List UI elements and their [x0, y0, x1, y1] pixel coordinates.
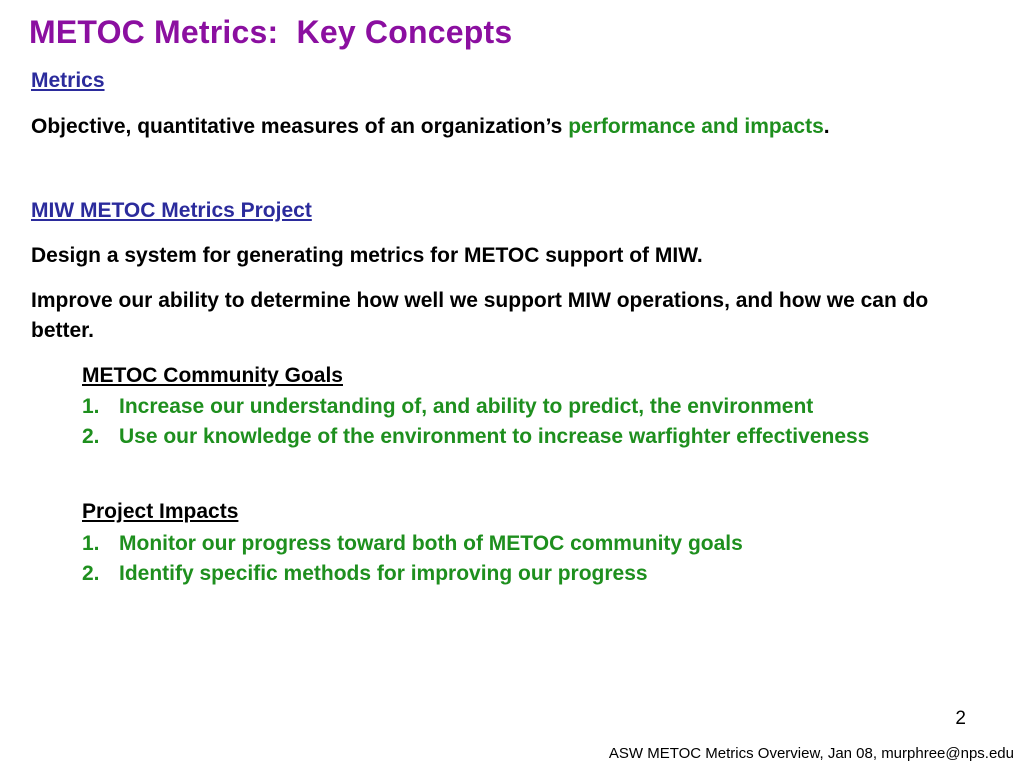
- list-item-text: Monitor our progress toward both of METOC community goals: [119, 532, 743, 555]
- project-line-1: Design a system for generating metrics for METOC support of MIW.: [31, 244, 703, 267]
- list-item-text: Identify specific methods for improving our progress: [119, 562, 648, 585]
- list-item: [82, 559, 982, 589]
- list-item-number: 1.: [82, 532, 100, 555]
- metrics-heading: Metrics: [31, 69, 105, 92]
- list-item-number: 1.: [82, 395, 100, 418]
- metrics-definition-text: Objective, quantitative measures of an organization’s: [31, 115, 569, 138]
- metrics-definition: [31, 112, 991, 142]
- slide-title: METOC Metrics: Key Concepts: [29, 14, 513, 50]
- list-item-text: Increase our understanding of, and ability to predict, the environment: [119, 395, 814, 418]
- project-impacts-list: [82, 529, 982, 589]
- list-item-number: 2.: [82, 562, 100, 585]
- project-line-2: Improve our ability to determine how well we support MIW operations, and how we can do better.: [31, 289, 929, 342]
- list-item-text: Use our knowledge of the environment to increase warfighter effectiveness: [119, 425, 870, 448]
- list-item-number: 2.: [82, 425, 100, 448]
- project-impacts-heading: Project Impacts: [82, 500, 239, 523]
- list-item: [82, 422, 982, 452]
- community-goals-list: [82, 392, 982, 452]
- community-goals-heading: METOC Community Goals: [82, 364, 343, 387]
- metrics-definition-highlight: performance and impacts: [568, 115, 824, 138]
- footer-text: ASW METOC Metrics Overview, Jan 08, murphree@nps.edu: [608, 745, 1014, 762]
- list-item: [82, 392, 982, 422]
- metrics-definition-end: .: [823, 115, 830, 138]
- page-number: 2: [955, 708, 966, 729]
- project-heading: MIW METOC Metrics Project: [31, 199, 312, 222]
- list-item: [82, 529, 982, 559]
